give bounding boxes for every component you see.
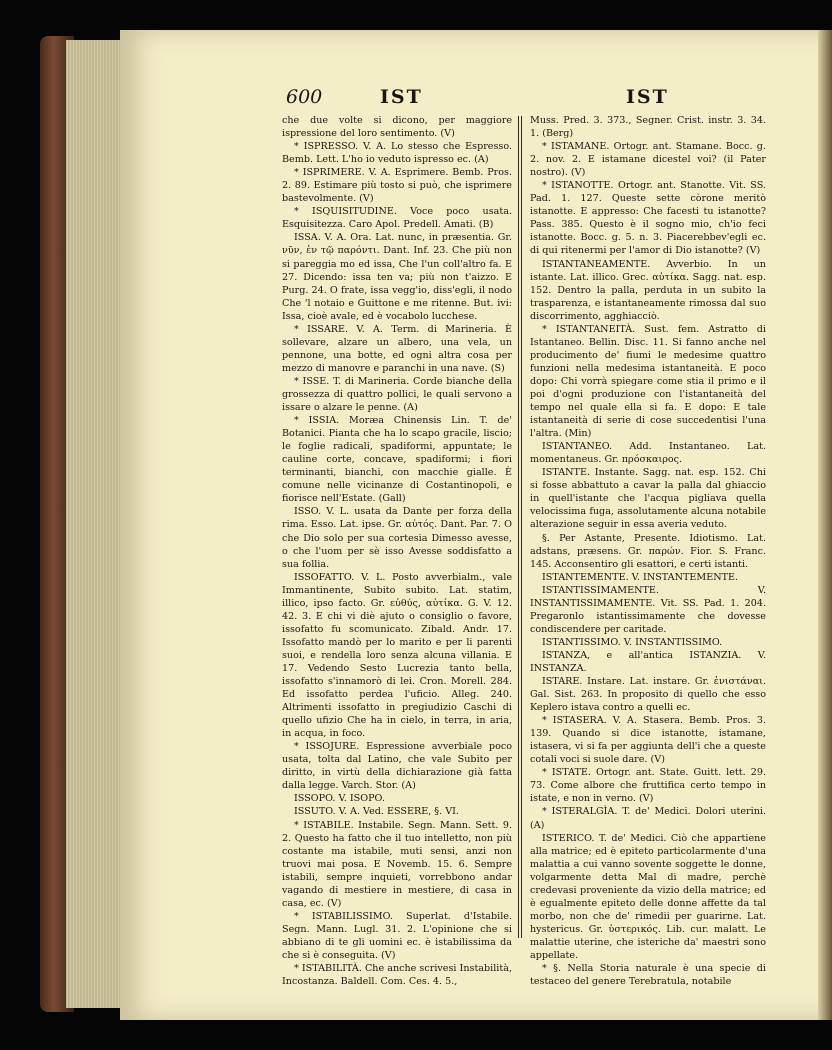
left-entry-9: ISSOFATTO. V. L. Posto avverbialm., vale Immantinente, Subito subito. Lat. statim, illico, ipso facto. Gr. εὐθύς, αὐτίκα. G. V. 12. 42. 3. E chi vi diè ajuto o consiglio o favore, issofatto fu scomunicato. Zibald. Andr. 17. Issofatto mandò per lo marito e per li parenti suoi, e rendella loro senza alcuna villania. E 17. Vedendo Sesto Lucrezia tanto bella, issofatto s'innamorò di lei. Cron. Morell. 284. Ed issofatto perdea l'uficio. Alleg. 240. Altrimenti issofatto in pregiudizio Caschi di quello ufizio Che ha in cielo, in terra, in aria, in acqua, in foco. [282, 571, 512, 740]
right-entry-5: ISTANTANEO. Add. Instantaneo. Lat. momentaneus. Gr. πρόσκαιρος. [530, 441, 766, 466]
left-entry-14: * ISTABILISSIMO. Superlat. d'Istabile. Segn. Mann. Lugl. 31. 2. L'opinione che si abbiano di te gli uomini ec. è istabilissima da che si è conseguita. (V) [282, 910, 512, 961]
left-entry-12: ISSUTO. V. A. Ved. ESSERE, §. VI. [294, 806, 459, 818]
right-page-edge [818, 30, 832, 1020]
running-head-right: IST [626, 86, 669, 108]
left-entry-7: * ISSIA. Moræa Chinensis Lin. T. de' Botanici. Pianta che ha lo scapo gracile, liscio; le foglie radicali, spadiformi, appuntate; le cauline corte, concave, spadiformi; i fiori terminanti, bianchi, con macchie gialle. È comune nelle vicinanze di Costantinopoli, e fiorisce nell'Estate. (Gall) [282, 415, 512, 505]
column-rule-double [521, 116, 522, 938]
left-entry-4: ISSA. V. A. Ora. Lat. nunc, in præsentia. Gr. νῦν, ἐν τῷ παρόντι. Dant. Inf. 23. Che più non si pareggia mo ed issa, Che l'un coll'altro fa. E 27. Dicendo: issa ten va; più non t'aizzo. E Purg. 24. O frate, issa vegg'io, diss'egli, il nodo Che 'l notaio e Guittone e me ritenne. But. ivi: Issa, cioè avale, ed è vocabolo lucchese. [282, 232, 512, 322]
left-entry-2: * ISPRIMERE. V. A. Esprimere. Bemb. Pros. 2. 89. Estimare più tosto si può, che isprimere bastevolmente. (V) [282, 167, 512, 205]
right-entry-8: ISTANTEMENTE. V. INSTANTEMENTE. [542, 571, 739, 583]
right-entry-13: * ISTASERA. V. A. Stasera. Bemb. Pros. 3. 139. Quando si dice istanotte, istamane, istasera, vi si fa per aggiunta dell'i che a queste cotali voci si suole dare. (V) [530, 715, 766, 766]
right-entry-10: ISTANTISSIMO. V. INSTANTISSIMO. [542, 636, 723, 648]
right-entry-17: * §. Nella Storia naturale è una specie di testaceo del genere Terebratula, notabile [530, 963, 766, 988]
page-block-edges [66, 40, 126, 1008]
page-number: 600 [286, 86, 323, 108]
left-entry-15: * ISTABILITÀ. Che anche scrivesi Instabilità, Incostanza. Baldell. Com. Ces. 4. 5., [282, 963, 512, 988]
right-entry-1: * ISTAMANE. Ortogr. ant. Stamane. Bocc. g. 2. nov. 2. E istamane dicestel voi? (il Pater nostro). (V) [530, 141, 766, 179]
left-entry-1: * ISPRESSO. V. A. Lo stesso che Espresso. Bemb. Lett. L'ho io veduto ispresso ec. (A) [282, 141, 512, 166]
left-entry-0: che due volte si dicono, per maggiore ispressione del loro sentimento. (V) [282, 115, 512, 140]
right-entry-4: * ISTANTANEITÀ. Sust. fem. Astratto di Istantaneo. Bellin. Disc. 11. Si fanno anche nel producimento de' fiumi le medesime quattro funzioni nella medesima istantaneità. E poco dopo: Chi vorrà spiegare come stia il primo e il poi d'ogni produzione con l'istantaneità del tempo nel quale ella si fa. E dopo: E tale istantaneità di serie di cose succedentisi l'una l'altra. (Min) [530, 323, 766, 440]
right-entry-11: ISTANZA, e all'antica ISTANZIA. V. INSTANZA. [530, 649, 766, 674]
right-entry-3: ISTANTANEAMENTE. Avverbio. In un istante. Lat. illico. Grec. αὐτίκα. Sagg. nat. esp. 152. Dentro la palla, perduta in un subito la trasparenza, e istantaneamente rimossa dal suo discorrimento, agghiacciò. [530, 258, 766, 322]
right-column [530, 114, 766, 988]
left-entry-11: ISSOPO. V. ISOPO. [294, 793, 385, 805]
left-entry-5: * ISSARE. V. A. Term. di Marineria. È sollevare, alzare un albero, una vela, un pennone, una botte, ed ogni altra cosa per mezzo di manovre e paranchi in una nave. (S) [282, 323, 512, 374]
left-entry-6: * ISSE. T. di Marineria. Corde bianche della grossezza di quattro pollici, le quali servono a issare o alzare le penne. (A) [282, 375, 512, 414]
right-entry-16: ISTERICO. T. de' Medici. Ciò che appartiene alla matrice; ed è epiteto particolarmente d'una malattia a cui vanno sovente soggette le donne, volgarmente detta Mal di madre, perchè credevasi proveniente da vizio della matrice; ed è egualmente epiteto delle donne affette da tal morbo, non che de' rimedii per guarirne. Lat. hystericus. Gr. ὑστερικός. Lib. cur. malatt. Le malattie uterine, che isteriche da' maestri sono appellate. [530, 832, 766, 961]
column-rule [518, 116, 519, 938]
right-entry-2: * ISTANOTTE. Ortogr. ant. Stanotte. Vit. SS. Pad. 1. 127. Queste sette còrone meritò istanotte. E appresso: Che facesti tu istanotte? Pass. 385. Questo è il sogno mio, ch'io feci istanotte. Bocc. g. 5. n. 3. Piacerebbev'egli ec. di qui ritenermi per l'amor di Dio istanotte? (V) [530, 180, 766, 257]
right-entry-6: ISTANTE. Instante. Sagg. nat. esp. 152. Chi si fosse abbattuto a cavar la palla dal ghiaccio in quell'istante che l'acqua pigliava quella velocissima fuga, assolutamente alcuna notabile alterazione seguir in essa averia veduto. [530, 467, 766, 531]
left-entry-3: * ISQUISITUDINE. Voce poco usata. Esquisitezza. Caro Apol. Predell. Amati. (B) [282, 206, 512, 231]
left-entry-13: * ISTABILE. Instabile. Segn. Mann. Sett. 9. 2. Questo ha fatto che il tuo intelletto, non più costante ma istabile, muti sensi, anzi non truovi mai posa. E Novemb. 15. 6. Sempre istabili, sempre inquieti, vorrebbono andar vagando di mestiere in mestiere, di casa in casa, ec. (V) [282, 819, 512, 909]
left-entry-8: ISSO. V. L. usata da Dante per forza della rima. Esso. Lat. ipse. Gr. αὐτός. Dant. Par. 7. O che Dio solo per sua cortesia Dimesso avesse, o che l'uom per sè isso Avesse soddisfatto a sua follia. [282, 506, 512, 570]
left-entry-10: * ISSOJURE. Espressione avverbiale poco usata, tolta dal Latino, che vale Subito per diritto, in virtù della dichiarazione già fatta dalla legge. Varch. Stor. (A) [282, 741, 512, 792]
right-entry-7: §. Per Astante, Presente. Idiotismo. Lat. adstans, præsens. Gr. παρών. Fior. S. Franc. 145. Acconsentiro gli esattori, e certi istanti. [530, 532, 766, 570]
right-entry-14: * ISTATE. Ortogr. ant. State. Guitt. lett. 29. 73. Come albore che fruttifica certo tempo in istate, e non in verno. (V) [530, 767, 766, 805]
right-entry-9: ISTANTISSIMAMENTE. V. INSTANTISSIMAMENTE. Vit. SS. Pad. 1. 204. Pregaronlo istantissimamente che dovesse condiscendere per caritade. [530, 584, 766, 635]
right-entry-12: ISTARE. Instare. Lat. instare. Gr. ἐνιστάναι. Gal. Sist. 263. In proposito di quello che esso Keplero istava contro a quelli ec. [530, 676, 766, 714]
left-column [282, 114, 512, 988]
running-head-left: IST [380, 86, 423, 108]
right-entry-15: * ISTERALGÌA. T. de' Medici. Dolori uterini. (A) [530, 806, 766, 831]
right-entry-0: Muss. Pred. 3. 373., Segner. Crist. instr. 3. 34. 1. (Berg) [530, 115, 766, 140]
